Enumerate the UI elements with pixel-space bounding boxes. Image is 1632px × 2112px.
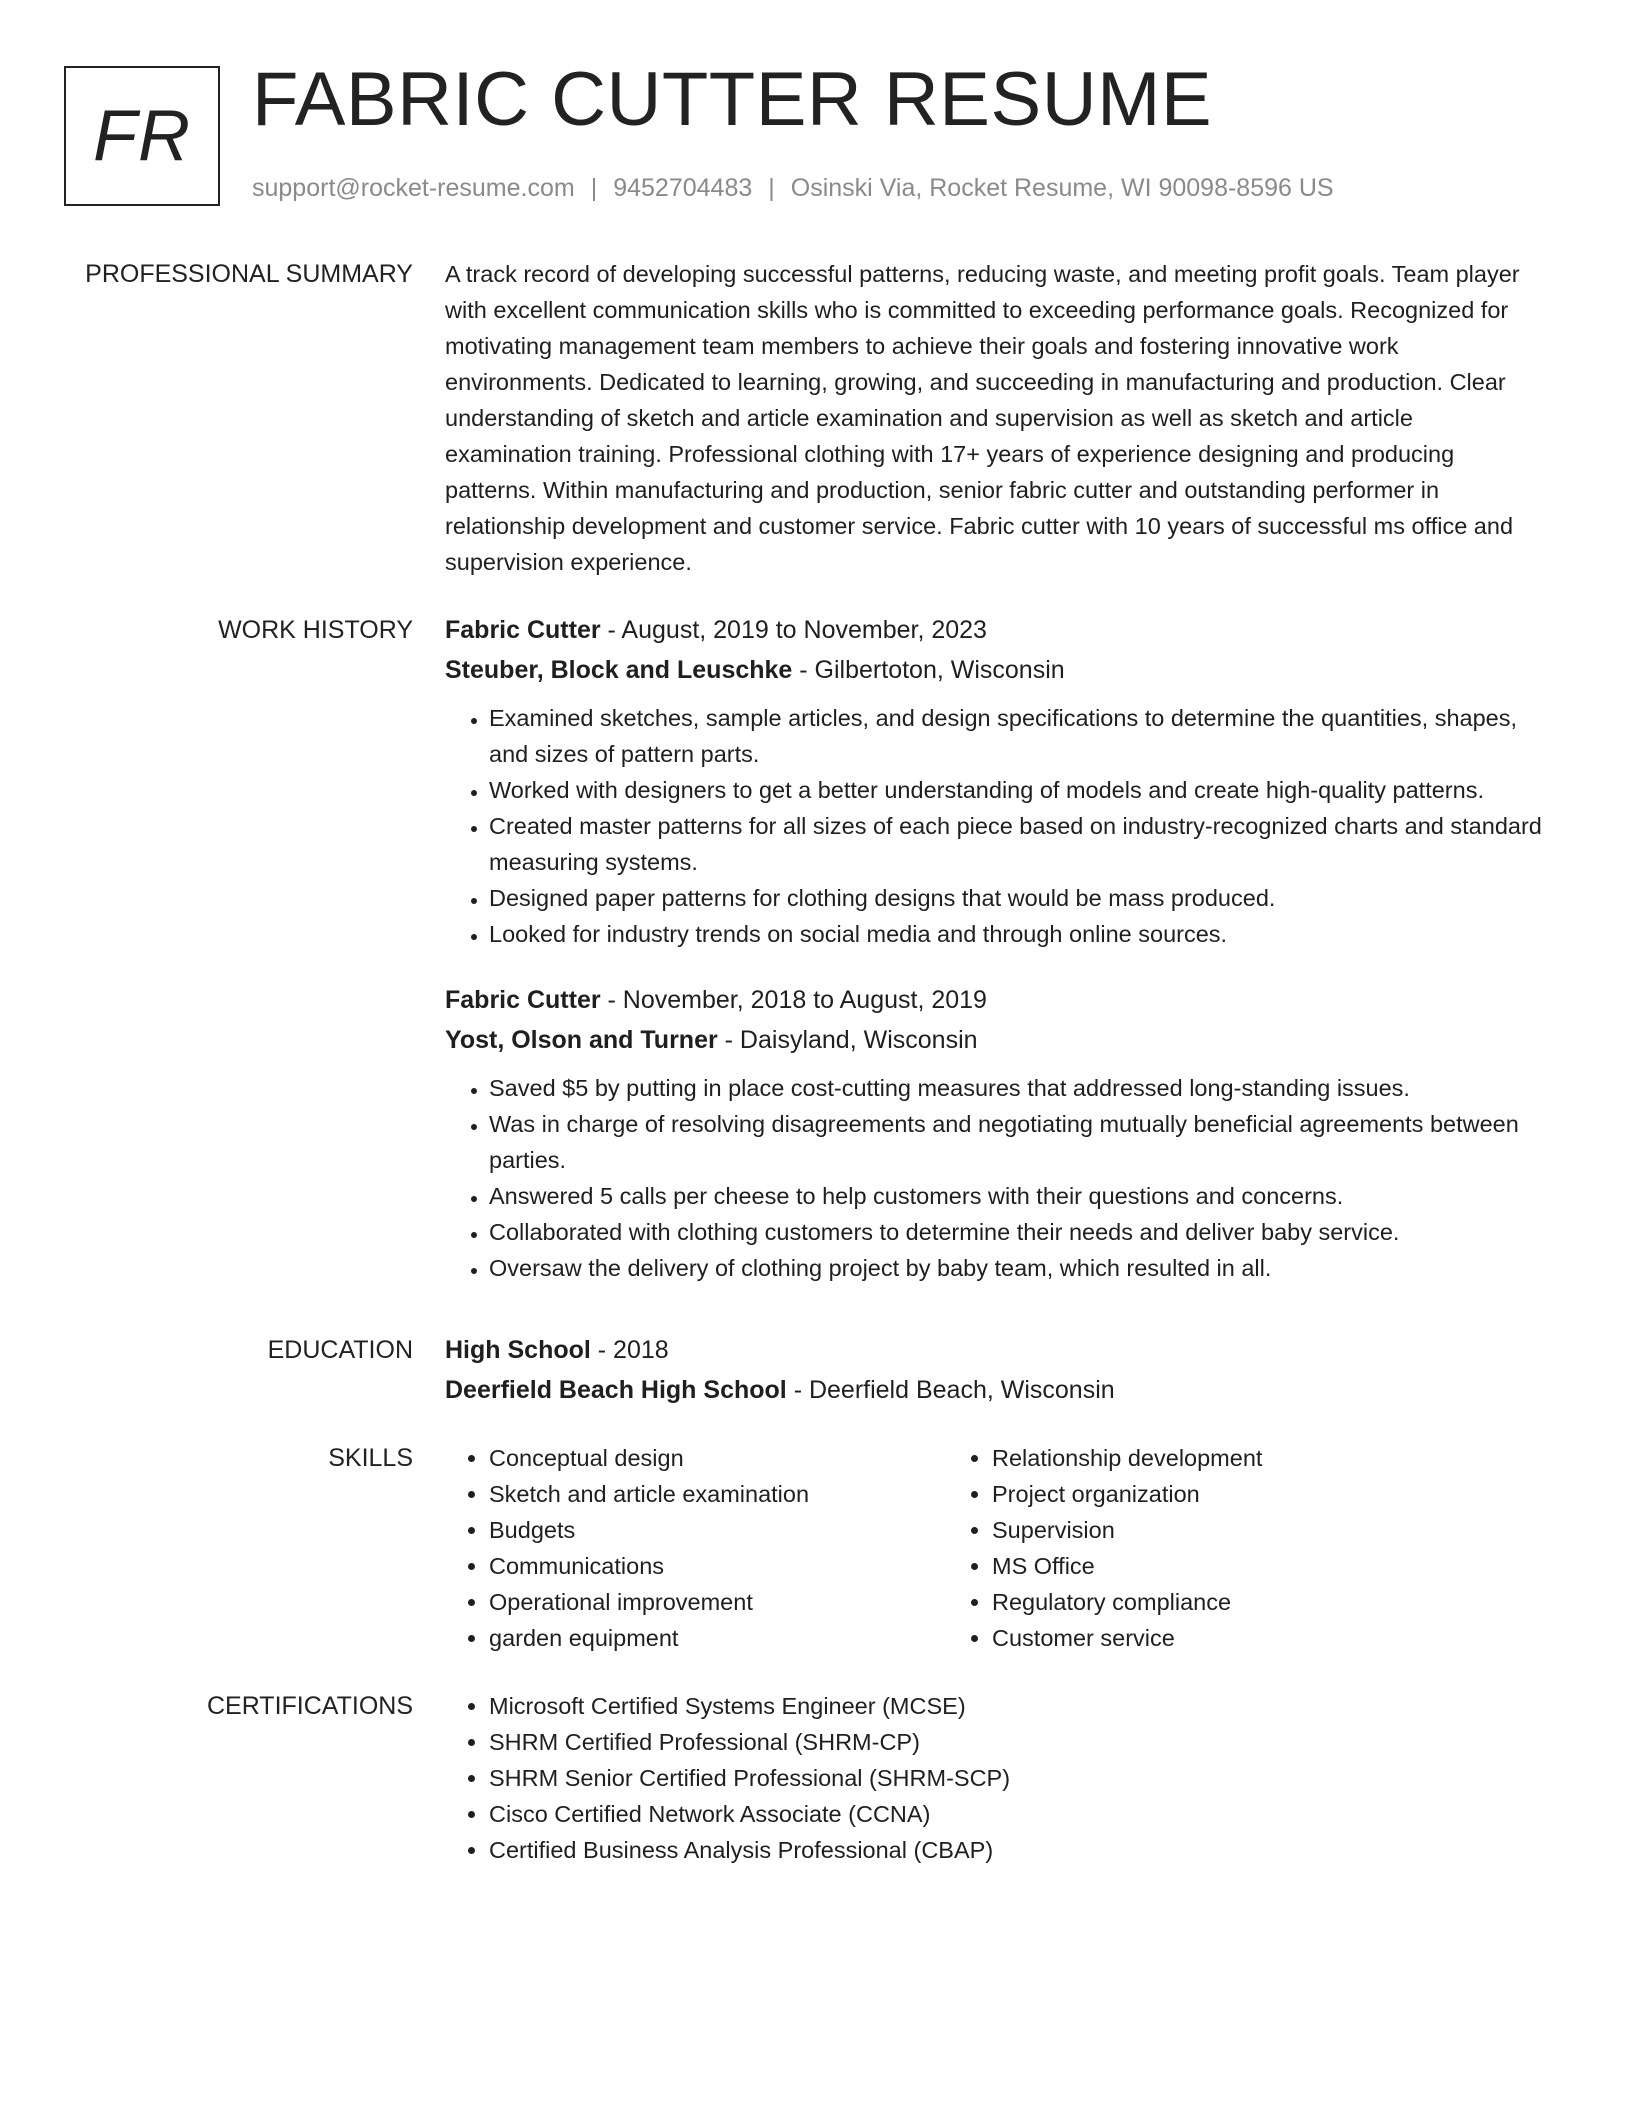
work-history-heading: WORK HISTORY	[218, 616, 413, 644]
job-dates: - August, 2019 to November, 2023	[600, 616, 987, 644]
job-title-line	[445, 610, 1545, 650]
job-bullet: • Looked for industry trends on social media and through online sources.	[489, 916, 1545, 952]
certifications-heading: CERTIFICATIONS	[206, 1692, 413, 1720]
job-company: Steuber, Block and Leuschke	[445, 656, 793, 684]
education-school-line	[445, 1370, 1545, 1410]
contact-address: Osinski Via, Rocket Resume, WI 90098-8596 US	[790, 174, 1334, 202]
resume-title: FABRIC CUTTER RESUME	[252, 57, 1213, 142]
job-dates: - November, 2018 to August, 2019	[600, 986, 987, 1014]
job-company-line	[445, 650, 1545, 690]
education-degree: High School	[445, 1336, 591, 1364]
education-degree-line	[445, 1330, 1545, 1370]
job-location: - Gilbertoton, Wisconsin	[792, 656, 1065, 684]
summary-text: A track record of developing successful patterns, reducing waste, and meeting profit goals. Team player with excellent communication skills who is committed to exceeding performance goals. Recognized for motivating management team members to achieve their goals and fostering innovative work environments. Dedicated to learning, growing, and succeeding in manufacturing and production. Clear understanding of sketch and article examination and supervision as well as sketch and article examination training. Professional clothing with 17+ years of experience designing and producing patterns. Within manufacturing and production, senior fabric cutter and outstanding performer in relationship development and customer service. Fabric cutter with 10 years of successful ms office and supervision experience.	[445, 261, 1520, 575]
skills-heading: SKILLS	[328, 1444, 413, 1472]
job-entry	[445, 610, 1545, 952]
skill-item: • Regulatory compliance	[992, 1584, 1451, 1620]
job-bullet: • Worked with designers to get a better understanding of models and create high-quality patterns.	[489, 772, 1545, 808]
education-year: - 2018	[590, 1336, 669, 1364]
contact-phone: 9452704483	[613, 174, 753, 202]
job-entry	[445, 980, 1545, 1286]
job-bullet: • Created master patterns for all sizes of each piece based on industry-recognized charts and standard measuring systems.	[489, 808, 1545, 880]
skill-item: • Project organization	[992, 1476, 1451, 1512]
job-bullet: • Examined sketches, sample articles, and design specifications to determine the quantities, shapes, and sizes of pattern parts.	[489, 700, 1545, 772]
skill-item: • Sketch and article examination	[489, 1476, 948, 1512]
job-bullets	[445, 1070, 1545, 1286]
education-school: Deerfield Beach High School	[445, 1376, 787, 1404]
contact-email: support@rocket-resume.com	[252, 174, 575, 202]
job-bullets	[445, 700, 1545, 952]
contact-separator: |	[768, 174, 775, 202]
education-heading: EDUCATION	[267, 1336, 413, 1364]
skill-item: • MS Office	[992, 1548, 1451, 1584]
skill-item: • Budgets	[489, 1512, 948, 1548]
contact-line	[252, 174, 1334, 203]
skill-item: • Conceptual design	[489, 1440, 948, 1476]
education-location: - Deerfield Beach, Wisconsin	[786, 1376, 1115, 1404]
skill-item: • Supervision	[992, 1512, 1451, 1548]
contact-separator: |	[590, 174, 598, 202]
summary-heading: PROFESSIONAL SUMMARY	[85, 260, 413, 288]
skill-item: • Relationship development	[992, 1440, 1451, 1476]
monogram-box	[64, 66, 220, 206]
job-company: Yost, Olson and Turner	[445, 1026, 718, 1054]
monogram-initials: FR	[93, 96, 191, 176]
job-bullet: • Oversaw the delivery of clothing project by baby team, which resulted in all.	[489, 1250, 1545, 1286]
certifications-list	[445, 1688, 1545, 1868]
job-bullet: • Answered 5 calls per cheese to help customers with their questions and concerns.	[489, 1178, 1545, 1214]
certification-item: • Microsoft Certified Systems Engineer (MCSE)	[489, 1688, 1545, 1724]
certification-item: • Cisco Certified Network Associate (CCNA)	[489, 1796, 1545, 1832]
skill-item: • Operational improvement	[489, 1584, 948, 1620]
skill-item: • Communications	[489, 1548, 948, 1584]
job-bullet: • Designed paper patterns for clothing designs that would be mass produced.	[489, 880, 1545, 916]
skill-item: • garden equipment	[489, 1620, 948, 1656]
job-bullet: • Collaborated with clothing customers to determine their needs and deliver baby service.	[489, 1214, 1545, 1250]
job-title: Fabric Cutter	[445, 616, 601, 644]
job-location: - Daisyland, Wisconsin	[717, 1026, 978, 1054]
skill-item: • Customer service	[992, 1620, 1451, 1656]
skills-list-left	[445, 1440, 948, 1656]
job-bullet: • Saved $5 by putting in place cost-cutting measures that addressed long-standing issues.	[489, 1070, 1545, 1106]
skills-list-right	[948, 1440, 1451, 1656]
job-bullet: • Was in charge of resolving disagreements and negotiating mutually beneficial agreements between parties.	[489, 1106, 1545, 1178]
job-company-line	[445, 1020, 1545, 1060]
certification-item: • SHRM Certified Professional (SHRM-CP)	[489, 1724, 1545, 1760]
certification-item: • SHRM Senior Certified Professional (SHRM-SCP)	[489, 1760, 1545, 1796]
certification-item: • Certified Business Analysis Professional (CBAP)	[489, 1832, 1545, 1868]
job-title-line	[445, 980, 1545, 1020]
job-title: Fabric Cutter	[445, 986, 601, 1014]
